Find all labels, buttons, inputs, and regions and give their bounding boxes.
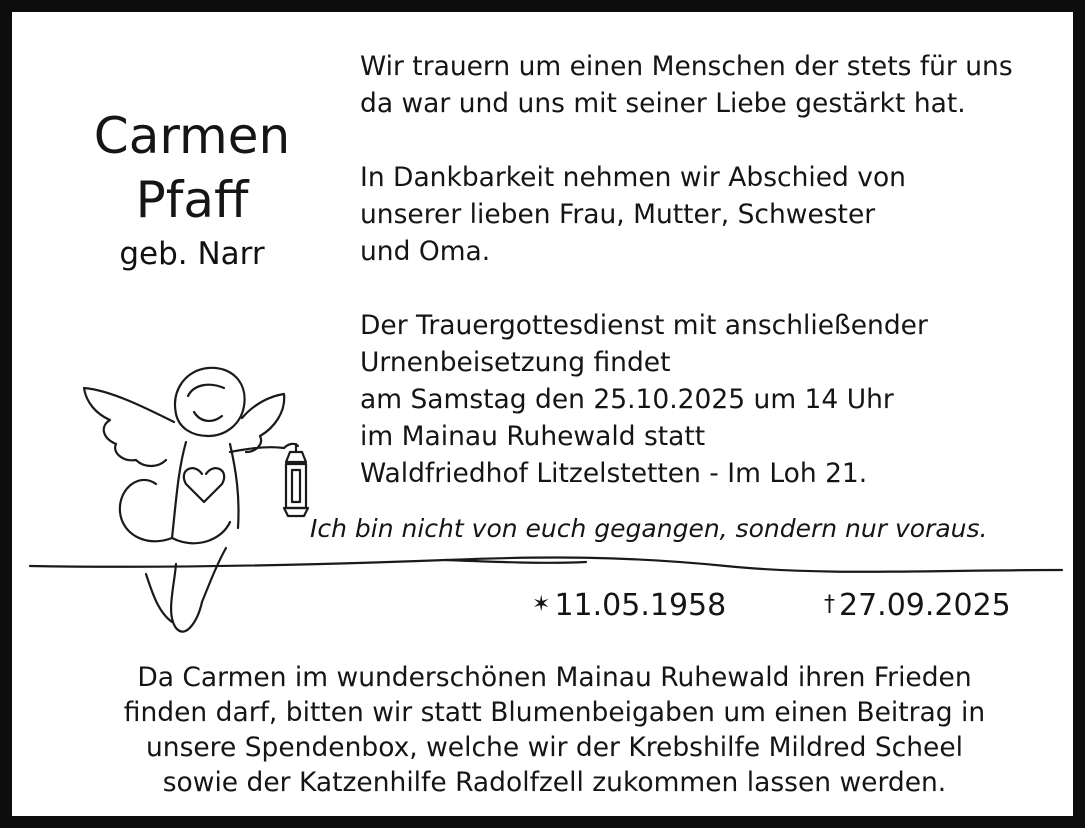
announcement-paragraph-2: In Dankbarkeit nehmen wir Abschied von unserer lieben Frau, Mutter, Schwester und Oma. xyxy=(360,162,906,267)
quote: Ich bin nicht von euch gegangen, sondern nur voraus. xyxy=(310,514,988,543)
star-icon: ✶ xyxy=(532,592,551,617)
birth-date: 11.05.1958 xyxy=(554,588,727,623)
death-date-item xyxy=(824,585,1011,626)
last-name: Pfaff xyxy=(135,171,249,229)
announcement-paragraph-3: Der Trauergottesdienst mit anschließender Urnenbeisetzung findet am Samstag den 25.10.2025 um 14 Uhr im Mainau Ruhewald statt Waldfriedhof Litzelstetten - Im Loh 21. xyxy=(360,310,928,489)
birth-name: geb. Narr xyxy=(119,236,265,272)
birth-date-item xyxy=(532,585,726,626)
cross-icon: † xyxy=(824,592,835,617)
life-dates xyxy=(532,585,1052,625)
death-date: 27.09.2025 xyxy=(839,588,1011,623)
announcement-paragraph-1: Wir trauern um einen Menschen der stets für uns da war und uns mit seiner Liebe gestärkt hat. xyxy=(360,51,1013,119)
donation-note: Da Carmen im wunderschönen Mainau Ruhewald ihren Frieden finden darf, bitten wir statt Blumenbeigaben um einen Beitrag in unsere Spendenbox, welche wir der Krebshilfe Mildred Scheel sowie der Katzenhilfe Radolfzell zukommen lassen werden. xyxy=(123,662,986,798)
name-block xyxy=(42,104,342,274)
first-name: Carmen xyxy=(93,107,291,165)
